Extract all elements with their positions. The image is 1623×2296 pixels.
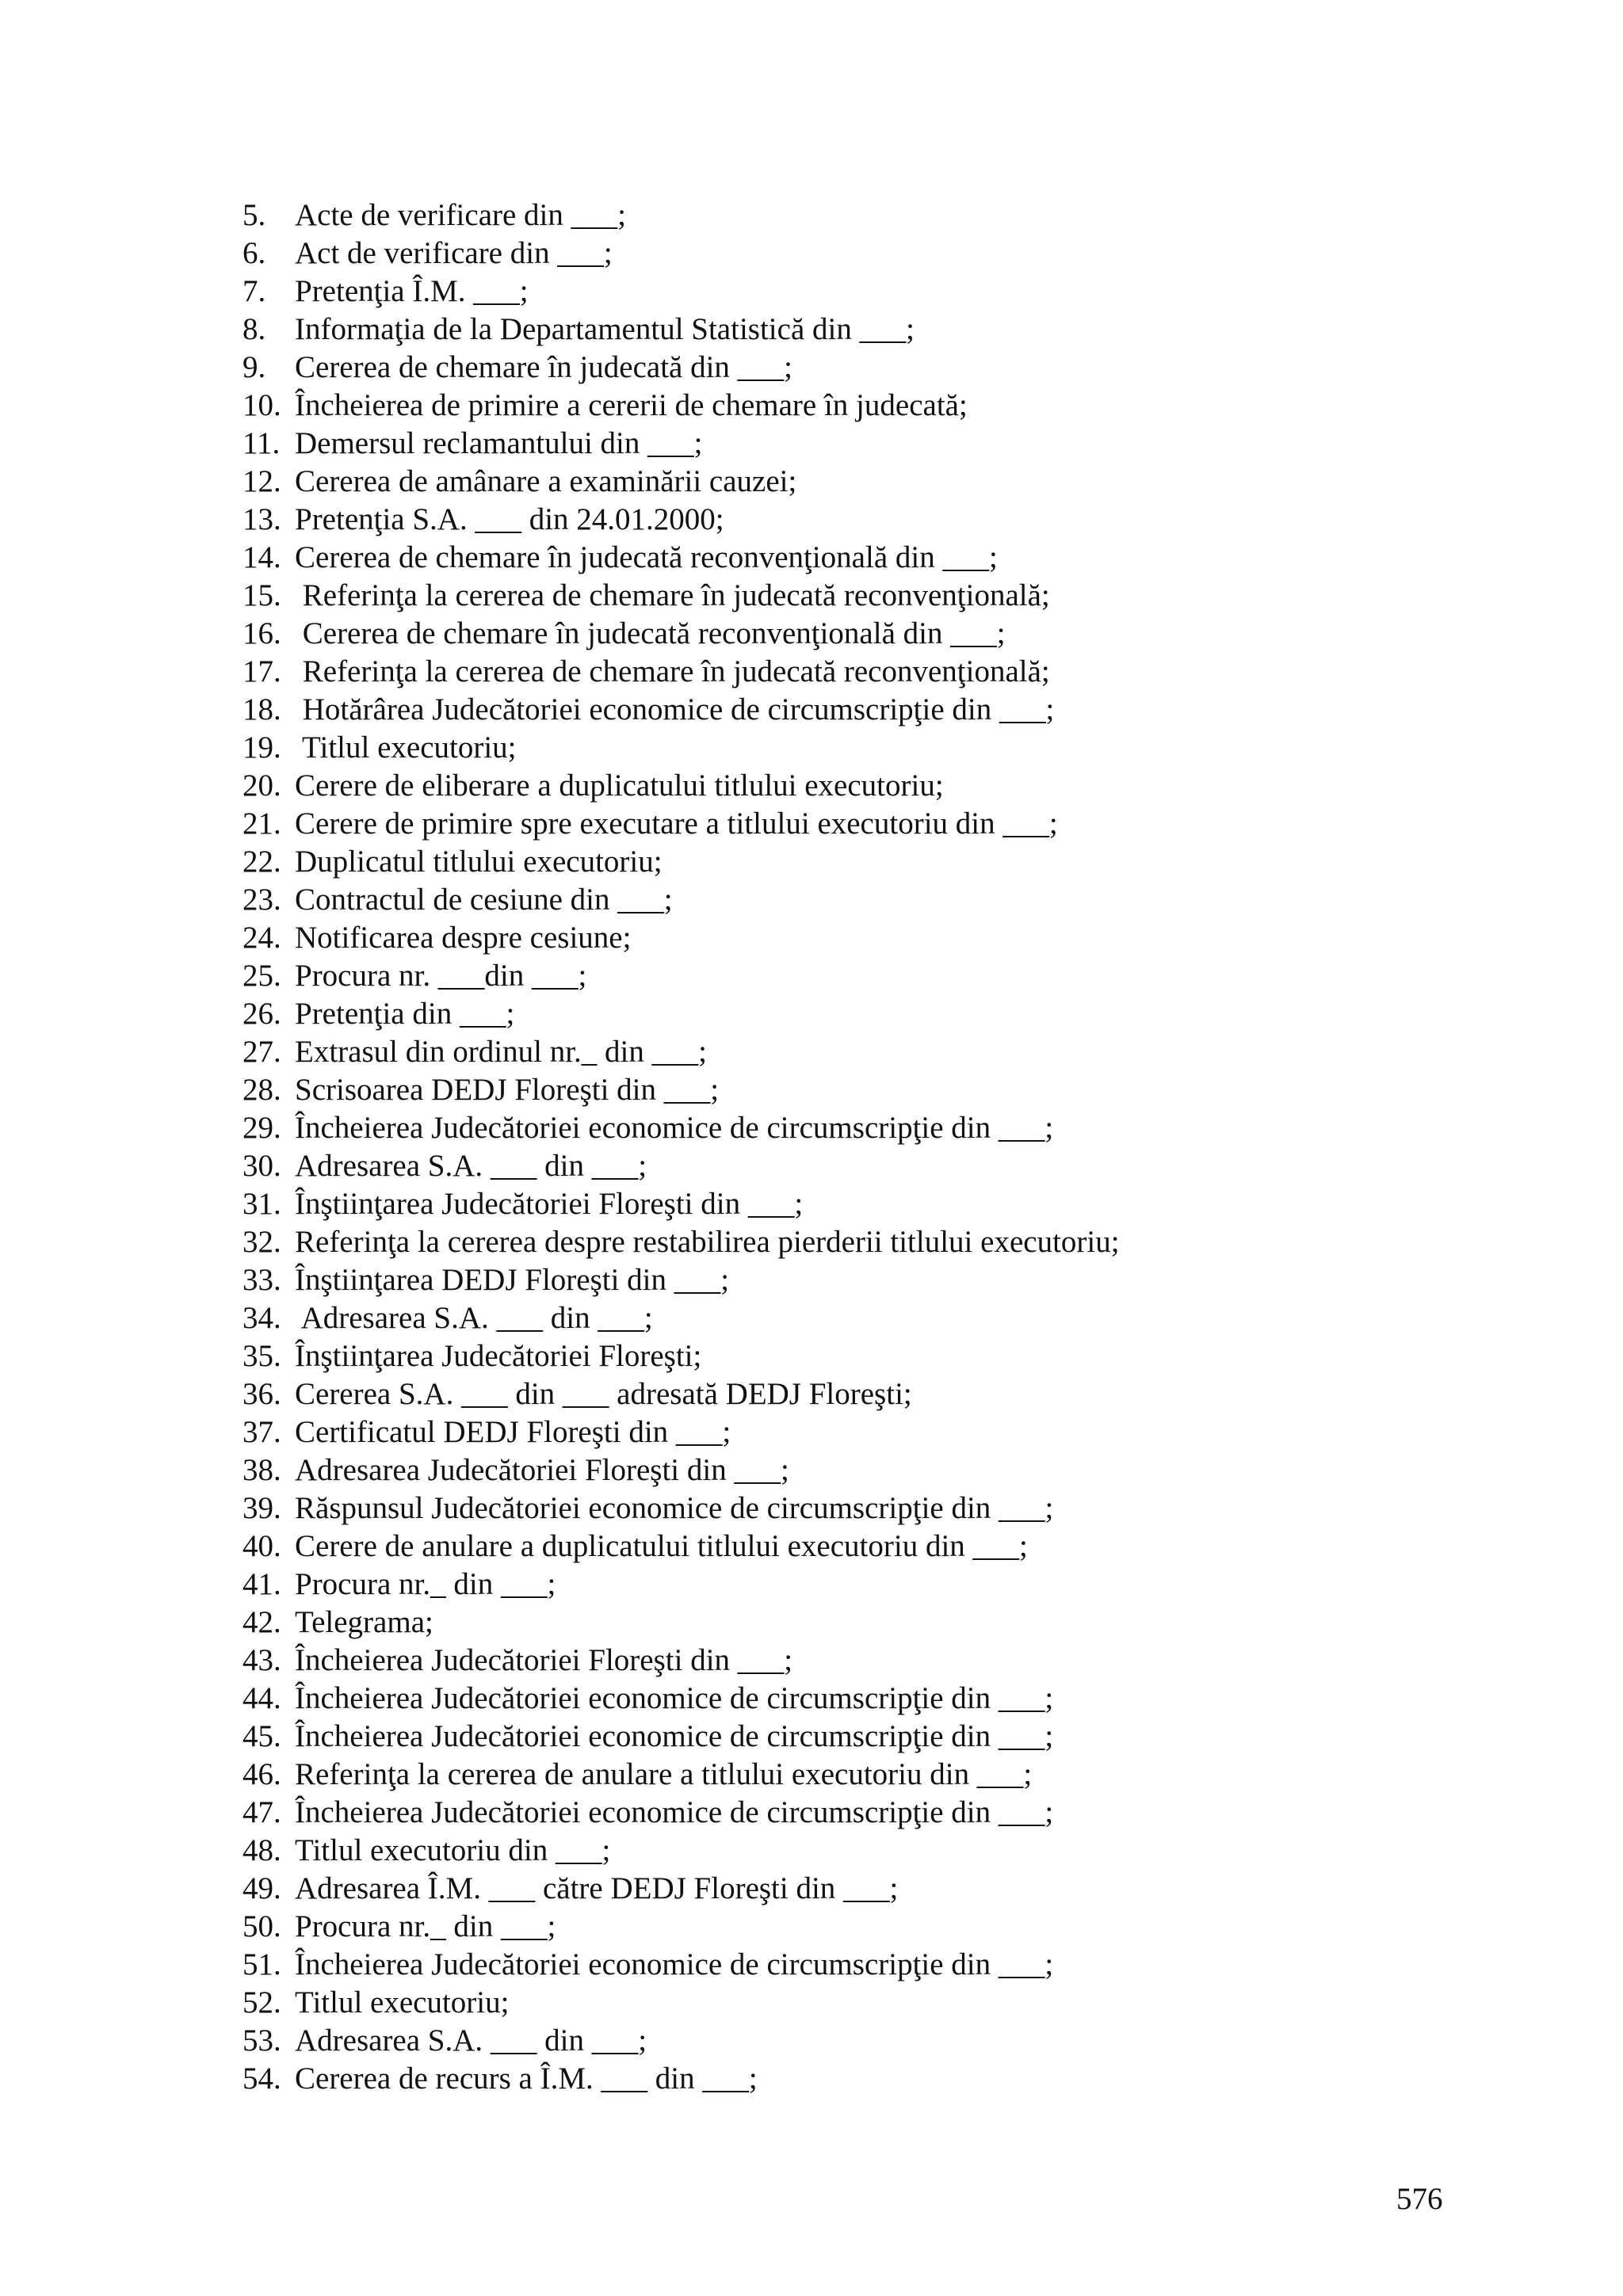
list-item-number: 31. [242,1187,281,1221]
list-item-number: 15. [242,578,281,612]
list-item-text: Referinţa la cererea de anulare a titlului executoriu din ___; [295,1757,1033,1791]
list-item [242,1566,1590,1604]
list-item-number: 49. [242,1871,281,1905]
list-item-number: 37. [242,1415,281,1449]
list-item-number: 10. [242,388,281,422]
list-item-number: 32. [242,1225,281,1259]
list-item-text: Certificatul DEDJ Floreşti din ___; [295,1415,731,1449]
list-item [242,995,1590,1033]
list-item-text: Pretenţia din ___; [295,997,515,1031]
list-item-text: Încheierea Judecătoriei Floreşti din ___; [295,1643,793,1677]
list-item [242,463,1590,501]
list-item [242,235,1590,273]
list-item-number: 42. [242,1605,281,1639]
list-item [242,196,1590,235]
list-item [242,1527,1590,1566]
list-item [242,2022,1590,2060]
list-item-text: Referinţa la cererea de chemare în judecată reconvenţională; [295,654,1050,688]
list-item-number: 21. [242,807,281,841]
list-item [242,1033,1590,1071]
list-item [242,919,1590,957]
list-item-text: Cererea de amânare a examinării cauzei; [295,464,797,498]
list-item [242,1451,1590,1489]
list-item [242,1946,1590,1984]
list-item [242,1832,1590,1870]
list-item-number: 6. [242,236,266,270]
list-item [242,653,1590,691]
list-item-number: 18. [242,692,281,727]
list-item [242,615,1590,653]
list-item [242,1984,1590,2022]
list-item [242,1109,1590,1147]
list-item [242,1071,1590,1109]
list-item-number: 45. [242,1719,281,1753]
list-item-number: 36. [242,1377,281,1411]
list-item-number: 39. [242,1491,281,1525]
list-item-number: 13. [242,502,281,536]
list-item-text: Înştiinţarea Judecătoriei Floreşti; [295,1339,702,1373]
list-item-number: 26. [242,997,281,1031]
list-item [242,1604,1590,1642]
list-item [242,881,1590,919]
list-item-text: Încheierea Judecătoriei economice de circumscripţie din ___; [295,1111,1054,1145]
list-item [242,1642,1590,1680]
list-item [242,843,1590,881]
list-item-number: 28. [242,1073,281,1107]
list-item [242,1375,1590,1413]
list-item-number: 7. [242,274,266,308]
list-item-number: 41. [242,1567,281,1601]
list-item-text: Încheierea de primire a cererii de chemare în judecată; [295,388,968,422]
list-item-text: Răspunsul Judecătoriei economice de circumscripţie din ___; [295,1491,1054,1525]
list-item-text: Adresarea S.A. ___ din ___; [295,1149,647,1183]
list-item-text: Referinţa la cererea de chemare în judecată reconvenţională; [295,578,1050,612]
list-item-text: Procura nr._ din ___; [295,1567,556,1601]
list-item-text: Încheierea Judecătoriei economice de circumscripţie din ___; [295,1947,1054,1981]
list-item-text: Procura nr._ din ___; [295,1909,556,1943]
page-number: 576 [1396,2182,1443,2216]
list-item-text: Înştiinţarea Judecătoriei Floreşti din ___; [295,1187,804,1221]
list-item-number: 20. [242,769,281,803]
list-item-number: 33. [242,1263,281,1297]
list-item-number: 40. [242,1529,281,1563]
list-item [242,1299,1590,1337]
list-item-number: 25. [242,959,281,993]
list-item [242,577,1590,615]
list-item-text: Hotărârea Judecătoriei economice de circumscripţie din ___; [295,692,1055,727]
list-item [242,1489,1590,1527]
list-item-number: 22. [242,845,281,879]
list-item [242,387,1590,425]
list-item-number: 43. [242,1643,281,1677]
list-item [242,1261,1590,1299]
list-item-number: 11. [242,426,281,460]
list-item [242,425,1590,463]
list-item [242,273,1590,311]
list-item-text: Înştiinţarea DEDJ Floreşti din ___; [295,1263,730,1297]
list-item-number: 38. [242,1453,281,1487]
list-item-number: 24. [242,921,281,955]
list-item [242,2060,1590,2098]
list-item-text: Acte de verificare din ___; [295,198,626,232]
list-item [242,1794,1590,1832]
list-item-text: Încheierea Judecătoriei economice de circumscripţie din ___; [295,1719,1054,1753]
list-item-number: 48. [242,1833,281,1867]
list-item-number: 27. [242,1035,281,1069]
list-item [242,1680,1590,1718]
list-item [242,1223,1590,1261]
list-item-text: Adresarea S.A. ___ din ___; [295,2023,647,2058]
list-item-text: Informaţia de la Departamentul Statistică din ___; [295,312,915,346]
list-item-text: Referinţa la cererea despre restabilirea pierderii titlului executoriu; [295,1225,1120,1259]
list-item-text: Notificarea despre cesiune; [295,921,632,955]
list-item-text: Titlul executoriu; [295,730,517,765]
list-item-text: Telegrama; [295,1605,433,1639]
list-item [242,1337,1590,1375]
list-item-number: 23. [242,883,281,917]
list-item-number: 35. [242,1339,281,1373]
list-item [242,539,1590,577]
list-item-number: 47. [242,1795,281,1829]
list-item-text: Adresarea S.A. ___ din ___; [295,1301,653,1335]
list-item-number: 46. [242,1757,281,1791]
list-item-text: Pretenţia Î.M. ___; [295,274,529,308]
list-item-number: 12. [242,464,281,498]
list-item [242,1870,1590,1908]
list-item-text: Încheierea Judecătoriei economice de circumscripţie din ___; [295,1795,1054,1829]
list-item-text: Titlul executoriu; [295,1985,510,2019]
list-item-text: Cererea de chemare în judecată din ___; [295,350,793,384]
list-item-text: Scrisoarea DEDJ Floreşti din ___; [295,1073,720,1107]
list-item-number: 53. [242,2023,281,2058]
list-item [242,1718,1590,1756]
list-item-number: 8. [242,312,266,346]
list-item-text: Extrasul din ordinul nr._ din ___; [295,1035,707,1069]
list-item-text: Procura nr. ___din ___; [295,959,587,993]
list-item-text: Adresarea Î.M. ___ către DEDJ Floreşti din ___; [295,1871,899,1905]
list-item-text: Încheierea Judecătoriei economice de circumscripţie din ___; [295,1681,1054,1715]
list-item [242,1185,1590,1223]
list-item-text: Duplicatul titlului executoriu; [295,845,663,879]
list-item-text: Titlul executoriu din ___; [295,1833,611,1867]
list-item-number: 54. [242,2061,281,2096]
list-item-number: 9. [242,350,266,384]
list-item-text: Cerere de anulare a duplicatului titlului executoriu din ___; [295,1529,1028,1563]
list-item-number: 29. [242,1111,281,1145]
list-item [242,349,1590,387]
list-item-number: 14. [242,540,281,574]
list-item [242,691,1590,729]
list-item-text: Demersul reclamantului din ___; [295,426,703,460]
list-item-text: Cererea de chemare în judecată reconvenţională din ___; [295,616,1006,650]
list-item [242,311,1590,349]
list-item [242,1413,1590,1451]
list-item [242,957,1590,995]
list-item-number: 16. [242,616,281,650]
list-item-text: Contractul de cesiune din ___; [295,883,673,917]
list-item-text: Cererea de chemare în judecată reconvenţională din ___; [295,540,998,574]
list-item [242,1908,1590,1946]
list-item-text: Pretenţia S.A. ___ din 24.01.2000; [295,502,724,536]
list-item [242,767,1590,805]
list-item-text: Act de verificare din ___; [295,236,613,270]
list-item-number: 30. [242,1149,281,1183]
list-item-number: 19. [242,730,281,765]
list-item-number: 17. [242,654,281,688]
list-item [242,805,1590,843]
document-list [242,196,1590,2098]
list-item [242,729,1590,767]
list-item [242,1147,1590,1185]
list-item-text: Cererea de recurs a Î.M. ___ din ___; [295,2061,758,2096]
list-item-number: 51. [242,1947,281,1981]
list-item-number: 50. [242,1909,281,1943]
list-item-number: 44. [242,1681,281,1715]
list-item-number: 5. [242,198,266,232]
list-item-text: Adresarea Judecătoriei Floreşti din ___; [295,1453,789,1487]
list-item [242,501,1590,539]
list-item-text: Cererea S.A. ___ din ___ adresată DEDJ Floreşti; [295,1377,912,1411]
list-item-number: 52. [242,1985,281,2019]
list-item-number: 34. [242,1301,281,1335]
list-item-text: Cerere de primire spre executare a titlului executoriu din ___; [295,807,1058,841]
list-item [242,1756,1590,1794]
list-item-text: Cerere de eliberare a duplicatului titlului executoriu; [295,769,944,803]
